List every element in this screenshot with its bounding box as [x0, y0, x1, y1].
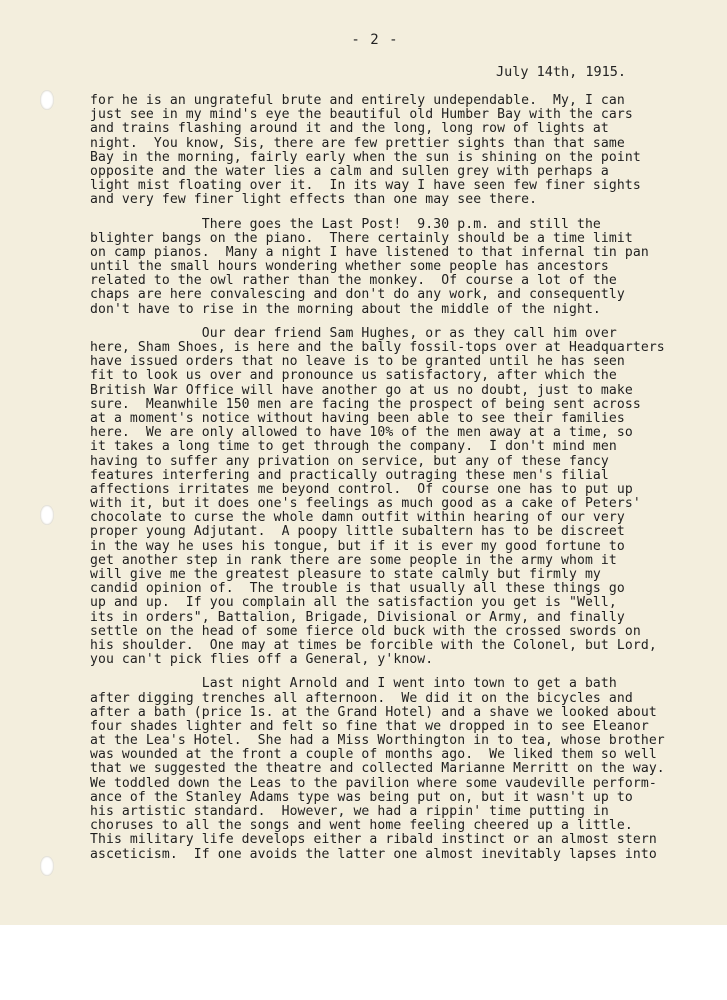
paragraph-gap: [90, 208, 720, 218]
text-line: will give me the greatest pleasure to state calmly but firmly my: [90, 567, 601, 582]
text-line: it takes a long time to get through the company. I don't mind men: [90, 439, 617, 455]
text-line: with it, but it does one's feelings as much good as a cake of Peters': [90, 496, 641, 512]
text-line: candid opinion of. The trouble is that usually all these things go: [90, 581, 625, 597]
text-line: Our dear friend Sam Hughes, or as they call him over: [90, 325, 617, 341]
text-line: its in orders", Battalion, Brigade, Divisional or Army, and finally: [90, 609, 625, 625]
text-line: There goes the Last Post! 9.30 p.m. and still the: [90, 216, 601, 232]
text-line: have issued orders that no leave is to be granted until he has seen: [90, 354, 625, 370]
text-line: and trains flashing around it and the long, long row of lights at: [90, 121, 609, 137]
text-line: you can't pick flies off a General, y'know.: [90, 652, 434, 668]
text-line: This military life develops either a ribald instinct or an almost stern: [90, 832, 657, 848]
text-line: at the Lea's Hotel. She had a Miss Worthington in to tea, whose brother: [90, 733, 665, 749]
text-line: Bay in the morning, fairly early when the sun is shining on the point: [90, 149, 641, 165]
text-line: chocolate to curse the whole damn outfit within hearing of our very: [90, 510, 625, 526]
letter-body: [90, 94, 720, 862]
blank-area: [0, 925, 727, 1000]
letter-date: July 14th, 1915.: [496, 64, 627, 80]
text-line: chaps are here convalescing and don't do any work, and consequently: [90, 287, 625, 303]
paragraph: [90, 677, 720, 861]
text-line: four shades lighter and felt so fine that we dropped in to see Eleanor: [90, 718, 649, 734]
text-line: in the way he uses his tongue, but if it is ever my good fortune to: [90, 538, 625, 554]
text-line: ance of the Stanley Adams type was being put on, but it wasn't up to: [90, 789, 633, 805]
text-line: settle on the head of some fierce old buck with the crossed swords on: [90, 623, 641, 639]
text-line: opposite and the water lies a calm and sullen grey with perhaps a: [90, 163, 609, 179]
text-line: at a moment's notice without having been able to see their families: [90, 410, 625, 426]
text-line: affections irritates me beyond control. Of course one has to put up: [90, 481, 633, 497]
text-line: for he is an ungrateful brute and entirely undependable. My, I can: [90, 93, 625, 108]
text-line: on camp pianos. Many a night I have listened to that infernal tin pan: [90, 244, 649, 260]
text-line: get another step in rank there are some people in the army whom it: [90, 552, 617, 568]
text-line: here. We are only allowed to have 10% of the men away at a time, so: [90, 425, 633, 441]
paragraph: [90, 327, 720, 668]
text-line: after digging trenches all afternoon. We did it on the bicycles and: [90, 690, 633, 706]
text-line: We toddled down the Leas to the pavilion where some vaudeville perform-: [90, 775, 657, 791]
text-line: don't have to rise in the morning about the middle of the night.: [90, 301, 601, 317]
text-line: Last night Arnold and I went into town to get a bath: [90, 676, 617, 692]
text-line: after a bath (price 1s. at the Grand Hotel) and a shave we looked about: [90, 704, 657, 720]
text-line: that we suggested the theatre and collected Marianne Merritt on the way.: [90, 761, 665, 777]
text-line: and very few finer light effects than one may see there.: [90, 192, 538, 208]
text-line: features interfering and practically outraging these men's filial: [90, 467, 609, 483]
text-line: sure. Meanwhile 150 men are facing the prospect of being sent across: [90, 396, 641, 412]
text-line: British War Office will have another go at us no doubt, just to make: [90, 382, 633, 398]
text-line: here, Sham Shoes, is here and the bally fossil-tops over at Headquarters: [90, 340, 665, 355]
text-line: proper young Adjutant. A poopy little subaltern has to be discreet: [90, 524, 625, 540]
text-line: night. You know, Sis, there are few prettier sights than that same: [90, 135, 625, 151]
text-line: his artistic standard. However, we had a rippin' time putting in: [90, 804, 609, 819]
paragraph: [90, 218, 720, 317]
binder-hole: [40, 90, 54, 110]
text-line: blighter bangs on the piano. There certainly should be a time limit: [90, 230, 633, 246]
text-line: light mist floating over it. In its way I have seen few finer sights: [90, 178, 641, 194]
text-line: was wounded at the front a couple of months ago. We liked them so well: [90, 747, 657, 763]
text-line: related to the owl rather than the monkey. Of course a lot of the: [90, 273, 617, 289]
text-line: fit to look us over and pronounce us satisfactory, after which the: [90, 368, 617, 384]
text-line: having to suffer any privation on service, but any of these fancy: [90, 453, 609, 469]
binder-hole: [40, 505, 54, 525]
text-line: asceticism. If one avoids the latter one almost inevitably lapses into: [90, 846, 657, 862]
text-line: until the small hours wondering whether some people has ancestors: [90, 259, 609, 275]
paragraph: [90, 94, 720, 208]
binder-hole: [40, 856, 54, 876]
text-line: just see in my mind's eye the beautiful old Humber Bay with the cars: [90, 107, 633, 123]
text-line: his shoulder. One may at times be forcible with the Colonel, but Lord,: [90, 637, 657, 653]
text-line: up and up. If you complain all the satisfaction you get is "Well,: [90, 595, 617, 611]
page-number: - 2 -: [351, 32, 399, 48]
text-line: choruses to all the songs and went home feeling cheered up a little.: [90, 818, 633, 834]
